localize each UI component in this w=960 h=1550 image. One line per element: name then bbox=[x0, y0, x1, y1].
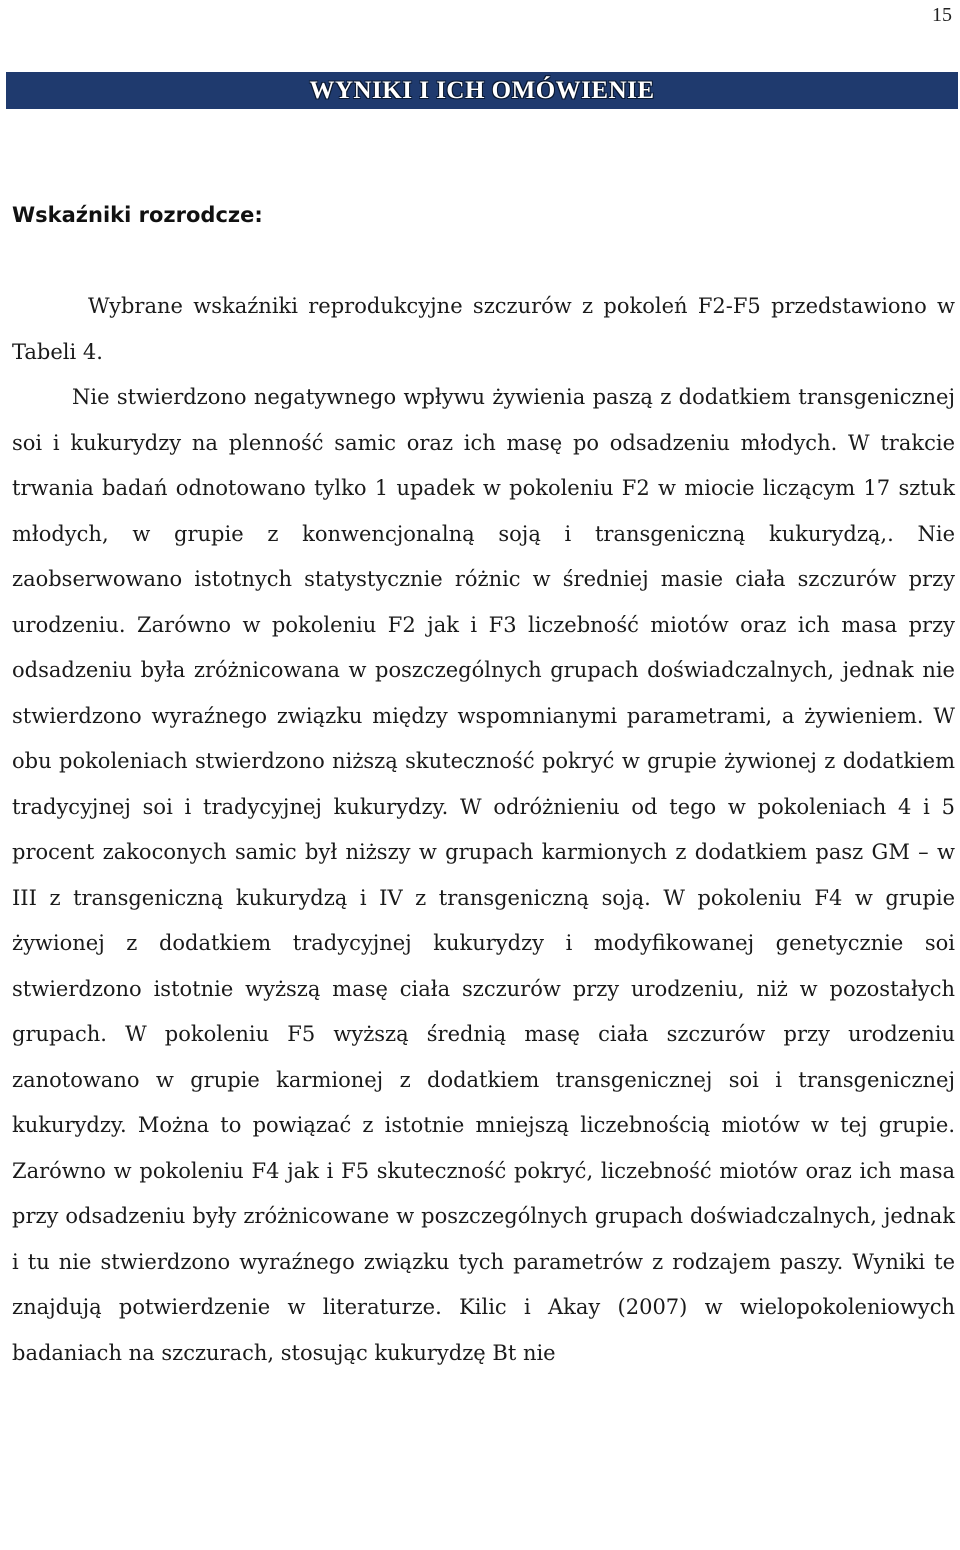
paragraph: Wybrane wskaźniki reprodukcyjne szczurów z pokoleń F2-F5 przedstawiono w Tabeli 4. bbox=[12, 294, 955, 364]
body-text bbox=[12, 284, 955, 1376]
page-number: 15 bbox=[932, 4, 952, 26]
paragraph: Nie stwierdzono negatywnego wpływu żywienia paszą z dodatkiem transgenicznej soi i kukurydzy na plenność samic oraz ich masę po odsadzeniu młodych. W trakcie trwania badań odnotowano tylko 1 upadek w pokoleniu F2 w miocie liczącym 17 sztuk młodych, w grupie z konwencjonalną soją i transgeniczną kukurydzą,. Nie zaobserwowano istotnych statystycznie różnic w średniej masie ciała szczurów przy urodzeniu. Zarówno w pokoleniu F2 jak i F3 liczebność miotów oraz ich masa przy odsadzeniu była zróżnicowana w poszczególnych grupach doświadczalnych, jednak nie stwierdzono wyraźnego związku między wspomnianymi parametrami, a żywieniem. W obu pokoleniach stwierdzono niższą skuteczność pokryć w grupie żywionej z dodatkiem tradycyjnej soi i tradycyjnej kukurydzy. W odróżnieniu od tego w pokoleniach 4 i 5 procent zakoconych samic był niższy w grupach karmionych z dodatkiem pasz GM – w III z transgeniczną kukurydzą i IV z transgeniczną soją. W pokoleniu F4 w grupie żywionej z dodatkiem tradycyjnej kukurydzy i modyfikowanej genetycznie soi stwierdzono istotnie wyższą masę ciała szczurów przy urodzeniu, niż w pozostałych grupach. W pokoleniu F5 wyższą średnią masę ciała szczurów przy urodzeniu zanotowano w grupie karmionej z dodatkiem transgenicznej soi i transgenicznej kukurydzy. Można to powiązać z istotnie mniejszą liczebnością miotów w tej grupie. Zarówno w pokoleniu F4 jak i F5 skuteczność pokryć, liczebność miotów oraz ich masa przy odsadzeniu były zróżnicowane w poszczególnych grupach doświadczalnych, jednak i tu nie stwierdzono wyraźnego związku tych parametrów z rodzajem paszy. Wyniki te znajdują potwierdzenie w literaturze. Kilic i Akay (2007) w wielopokoleniowych badaniach na szczurach, stosując kukurydzę Bt nie bbox=[12, 385, 955, 1365]
subsection-heading: Wskaźniki rozrodcze: bbox=[12, 203, 263, 227]
section-title: WYNIKI I ICH OMÓWIENIE bbox=[309, 76, 655, 104]
section-banner bbox=[6, 72, 958, 109]
